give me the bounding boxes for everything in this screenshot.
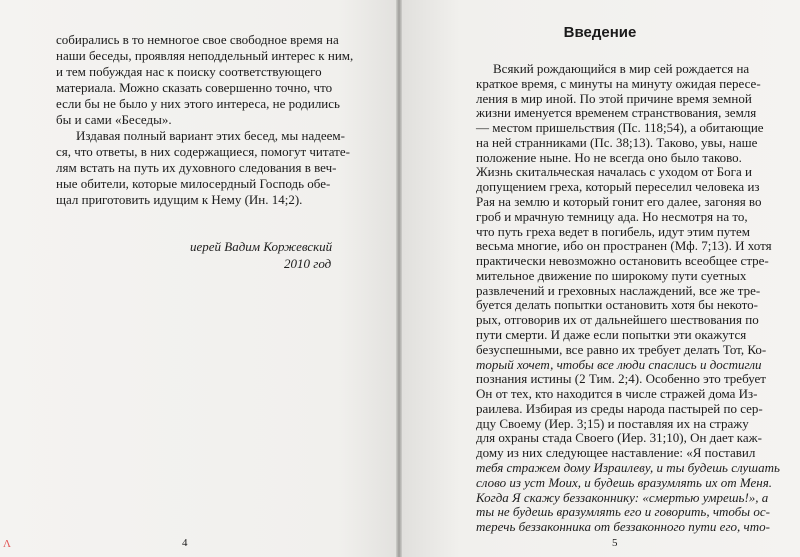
text-line: собирались в то немногое свое свободное время на [56, 32, 339, 47]
text-line: допущением греха, который переселил человека из [476, 179, 760, 195]
text-line: рых, отговорив их от дальнейшего шествования по [476, 312, 759, 328]
text-line: буется делать попытки остановить хотя бы некото- [476, 297, 758, 313]
text-line: Издавая полный вариант этих бесед, мы надеем- [76, 128, 345, 143]
text-line: развлечений и греховных наслаждений, все же тре- [476, 282, 761, 298]
text-line: дцу Своему (Иер. 3;15) и поставляя их на стражу [476, 415, 749, 431]
text-line: что путь греха ведет в погибель, идут этим путем [476, 223, 750, 239]
text-line: Всякий рождающийся в мир сей рождается на [493, 61, 750, 76]
text-line: положение ныне. Но не всегда оно было таково. [476, 149, 742, 165]
text-line: познания истины (2 Тим. 2;4). Особенно это требует [476, 371, 766, 387]
text-line: Жизнь скитальческая началась с уходом от Бога и [476, 164, 752, 180]
text-line: ся, что ответы, в них содержащиеся, помогут читате- [56, 144, 350, 159]
text-line: краткое время, с минуты на минуту ожидая пересе- [476, 75, 761, 91]
text-line: Когда Я скажу беззаконнику: «смертью умрешь!», а [476, 489, 769, 505]
text-line: бы и сами «Беседы». [56, 112, 172, 127]
text-line: мительное движение по широкому пути суетных [476, 267, 747, 283]
corner-mark: Λ [3, 538, 11, 550]
text-line: щал приготовить идущим к Нему (Ин. 14;2). [56, 192, 303, 207]
text-line: ления в мир иной. По этой причине время земной [476, 90, 752, 106]
text-line: и тем побуждая нас к поиску соответствующего [56, 64, 322, 79]
page-number-right: 5 [612, 537, 618, 549]
text-line: слово из уст Моих, и будешь вразумлять их от Меня. [476, 474, 773, 490]
text-line: для охраны стада Своего (Иер. 31;10), Он дает каж- [476, 430, 762, 446]
text-line: Рая на землю и который гонит его далее, загоняя во [476, 194, 762, 209]
book-gutter [396, 0, 402, 557]
text-line: теречь беззаконника от беззаконного пути его, что- [476, 519, 770, 534]
text-line: жизни именуется временем странствования, земля [476, 105, 757, 121]
text-line: — местом пришельствия (Пс. 118;54), а обитающие [476, 120, 764, 136]
author-signature: иерей Вадим Коржевский [190, 239, 333, 254]
text-line: дому из них следующее наставление: «Я поставил [476, 445, 756, 461]
text-line: раилева. Избирая из среды народа пастырей по сер- [476, 400, 763, 416]
text-line: Он от тех, кто находится в числе стражей дома Из- [476, 386, 758, 401]
text-line: практически невозможно остановить всеобщее стре- [476, 253, 769, 269]
text-line: безуспешными, все равно их требует делать Тот, Ко- [476, 341, 767, 357]
text-line: ты не будешь вразумлять его и говорить, чтобы ос- [476, 504, 770, 520]
page-number-left: 4 [182, 537, 188, 549]
text-line: тебя стражем дому Израилеву, и ты будешь слушать [476, 459, 780, 475]
signature-year: 2010 год [284, 256, 332, 271]
text-line: наши беседы, проявляя неподдельный интерес к ним, [56, 48, 354, 63]
text-line: ные обители, которые милосердный Господь обе- [56, 176, 331, 191]
text-line: торый хочет, чтобы все люди спаслись и достигли [476, 356, 762, 372]
text-line: лям встать на путь их духовного следования в веч- [56, 160, 337, 175]
text-line: материала. Можно сказать совершенно точно, что [56, 80, 333, 95]
text-line: пути смерти. И даже если попытки эти окажутся [476, 326, 747, 342]
text-line: весьма многие, ибо он пространен (Мф. 7;13). И хотя [476, 238, 772, 254]
chapter-heading: Введение [563, 24, 637, 41]
text-line: на ней странниками (Пс. 38;13). Таково, увы, наше [476, 134, 758, 150]
text-line: гроб и мрачную темницу ада. Но несмотря на то, [476, 208, 748, 224]
text-line: если бы не было у них этого интереса, не родились [56, 96, 340, 111]
